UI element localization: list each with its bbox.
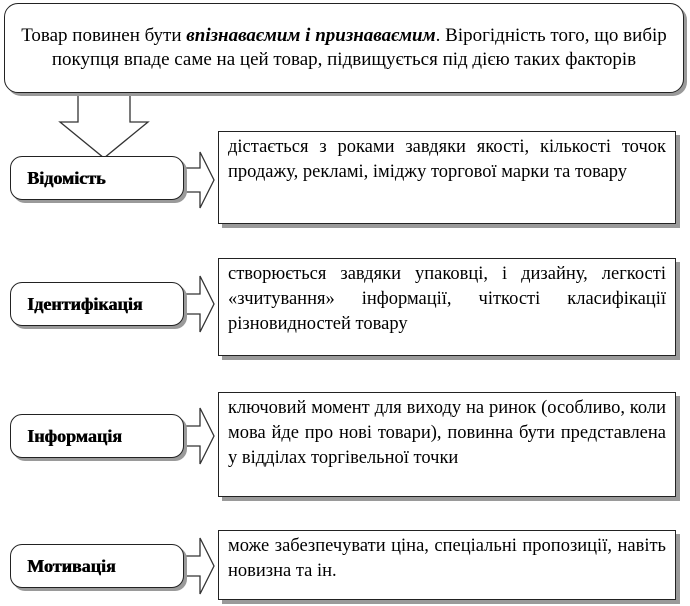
right-arrow-icon-4	[184, 538, 214, 594]
factor-label-3-text: Інформація	[27, 425, 122, 446]
header-text-before: Товар повинен бути	[21, 25, 187, 46]
factor-label-4	[10, 544, 184, 588]
factor-description-4-text: може забезпечувати ціна, спеціальні пропозиції, навіть новизна та ін.	[228, 536, 666, 581]
right-arrow-icon-3	[184, 408, 214, 464]
factor-label-2-text: Ідентифікація	[27, 293, 143, 314]
factor-description-3	[218, 392, 676, 497]
factor-description-1-text: дістається з роками завдяки якості, кількості точок продажу, рекламі, іміджу торгової марки та товару	[228, 137, 666, 182]
factor-description-2	[218, 258, 676, 356]
header-box	[4, 3, 684, 93]
header-text-after: . Вірогідність того, що вибір покупця впаде саме на цей товар, підвищується під дією таких факторів	[51, 25, 667, 70]
down-arrow-icon	[60, 96, 148, 158]
factor-label-4-text: Мотивація	[27, 555, 116, 576]
factor-label-3	[10, 414, 184, 458]
factor-description-4	[218, 530, 676, 600]
header-text	[21, 24, 667, 72]
right-arrow-icon-2	[184, 276, 214, 332]
factor-description-3-text: ключовий момент для виходу на ринок (особливо, коли мова йде про нові товари), повинна бути представлена у відділах торгівельної точки	[228, 398, 666, 468]
header-text-emphasis: впізнаваємим і признаваємим	[186, 25, 436, 46]
factor-label-2	[10, 282, 184, 326]
factor-label-1	[10, 156, 184, 200]
factor-description-1	[218, 131, 676, 224]
right-arrow-icon-1	[184, 152, 214, 208]
factor-label-1-text: Відомість	[27, 167, 106, 188]
factor-description-2-text: створюється завдяки упаковці, і дизайну, легкості «зчитування» інформації, чіткості класифікації різновидностей товару	[228, 264, 666, 334]
